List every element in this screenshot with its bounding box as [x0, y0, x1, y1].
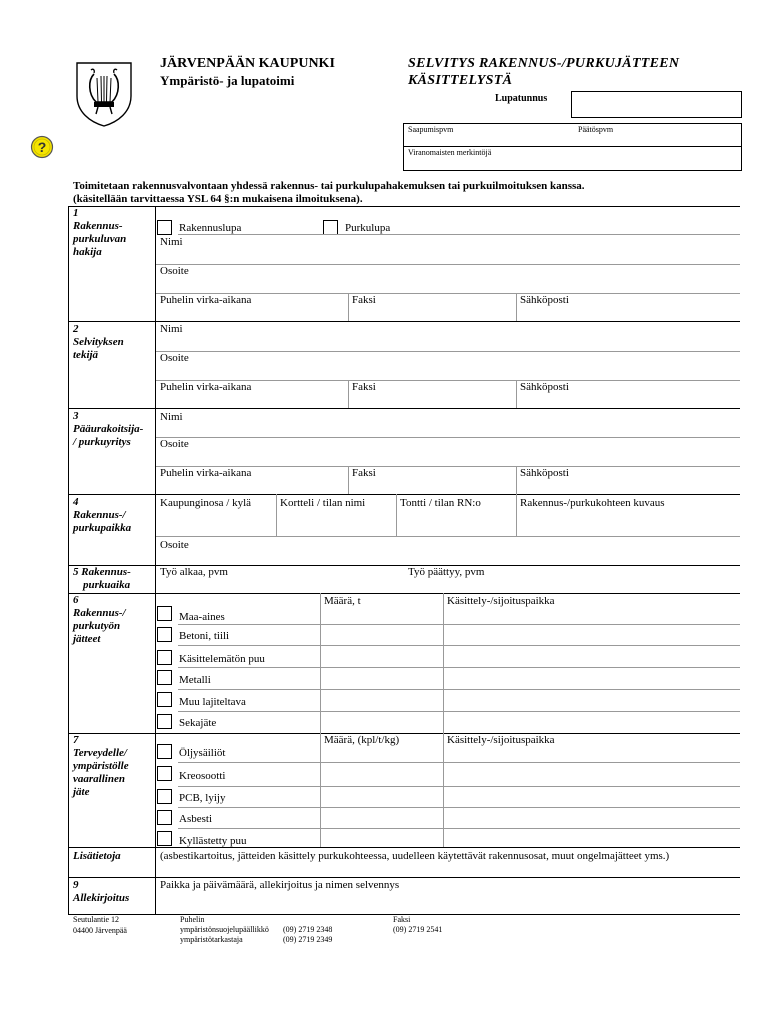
author-fax-field[interactable] [349, 381, 515, 407]
footer-phone2: (09) 2719 2349 [283, 935, 333, 944]
applicant-phone-field[interactable] [156, 294, 347, 320]
contractor-fax-label: Faksi [352, 467, 376, 479]
waste-amount-header: Määrä, t [324, 595, 361, 607]
metal-label: Metalli [179, 674, 211, 686]
applicant-fax-label: Faksi [352, 294, 376, 306]
footer-street: Seutulantie 12 [73, 915, 119, 924]
section-3-label: 3 Pääurakoitsija- / purkuyritys [73, 410, 144, 448]
demolition-permit-checkbox[interactable] [323, 220, 338, 235]
authority-box [403, 123, 742, 171]
section-5-label: 5 Rakennus- purkuaika [73, 566, 131, 591]
district-label: Kaupunginosa / kylä [160, 497, 252, 509]
authority-notes-label: Viranomaisten merkintöjä [408, 148, 492, 157]
pcb-lead-checkbox[interactable] [157, 789, 172, 804]
plot-label: Tontti / tilan RN:o [400, 497, 481, 509]
footer-postal: 04400 Järvenpää [73, 926, 127, 935]
applicant-address-label: Osoite [160, 265, 189, 277]
section-6-label: 6 Rakennus-/ purkutyön jätteet [73, 594, 126, 645]
site-address-label: Osoite [160, 539, 189, 551]
block-field[interactable] [277, 495, 395, 535]
work-end-field[interactable] [405, 566, 740, 592]
form-title-line2: KÄSITTELYSTÄ [408, 73, 513, 88]
permit-id-label: Lupatunnus [495, 93, 548, 104]
hazardous-place-header: Käsittely-/sijoituspaikka [447, 734, 555, 746]
author-name-label: Nimi [160, 323, 183, 335]
author-name-field[interactable] [156, 322, 740, 350]
district-field[interactable] [156, 495, 275, 535]
site-description-label: Rakennus-/purkukohteen kuvaus [520, 497, 665, 509]
applicant-name-field[interactable] [156, 235, 740, 263]
dept-name: Ympäristö- ja lupatoimi [160, 73, 295, 88]
applicant-name-label: Nimi [160, 236, 183, 248]
applicant-email-field[interactable] [517, 294, 740, 320]
applicant-email-label: Sähköposti [520, 294, 569, 306]
contractor-name-field[interactable] [156, 409, 740, 436]
permit-id-field[interactable] [571, 91, 742, 118]
footer-fax: (09) 2719 2541 [393, 925, 443, 934]
oil-tanks-checkbox[interactable] [157, 744, 172, 759]
creosote-label: Kreosootti [179, 770, 226, 782]
soil-checkbox[interactable] [157, 606, 172, 621]
other-sortable-label: Muu lajiteltava [179, 696, 246, 708]
contractor-email-field[interactable] [517, 467, 740, 493]
applicant-address-field[interactable] [156, 265, 740, 292]
waste-place-header: Käsittely-/sijoituspaikka [447, 595, 555, 607]
footer-phone1: (09) 2719 2348 [283, 925, 333, 934]
author-address-field[interactable] [156, 352, 740, 379]
work-start-field[interactable] [156, 566, 404, 592]
asbestos-checkbox[interactable] [157, 810, 172, 825]
section-9-label: 9 Allekirjoitus [73, 879, 130, 904]
building-permit-checkbox[interactable] [157, 220, 172, 235]
impregnated-wood-checkbox[interactable] [157, 831, 172, 846]
author-phone-label: Puhelin virka-aikana [160, 381, 252, 393]
untreated-wood-label: Käsittelemätön puu [179, 653, 265, 665]
contractor-fax-field[interactable] [349, 467, 515, 493]
section-4-label: 4 Rakennus-/ purkupaikka [73, 496, 132, 534]
author-email-label: Sähköposti [520, 381, 569, 393]
untreated-wood-checkbox[interactable] [157, 650, 172, 665]
contractor-email-label: Sähköposti [520, 467, 569, 479]
form-title-line1: SELVITYS RAKENNUS-/PURKUJÄTTEEN [408, 56, 680, 71]
demolition-permit-label: Purkulupa [345, 222, 391, 234]
author-phone-field[interactable] [156, 381, 347, 407]
section-7-label: 7 Terveydelle/ ympäristölle vaarallinen jäte [73, 734, 129, 798]
work-end-label: Työ päättyy, pvm [408, 566, 485, 578]
contractor-address-field[interactable] [156, 438, 740, 465]
extra-info-field[interactable] [156, 848, 740, 876]
hazardous-amount-header: Määrä, (kpl/t/kg) [324, 734, 400, 746]
concrete-label: Betoni, tiili [179, 630, 230, 642]
signature-field[interactable] [156, 878, 740, 913]
other-sortable-checkbox[interactable] [157, 692, 172, 707]
mixed-waste-label: Sekajäte [179, 717, 217, 729]
applicant-phone-label: Puhelin virka-aikana [160, 294, 252, 306]
author-address-label: Osoite [160, 352, 189, 364]
soil-label: Maa-aines [179, 611, 225, 623]
section-2-label: 2 Selvityksen tekijä [73, 323, 124, 361]
plot-field[interactable] [397, 495, 515, 535]
author-fax-label: Faksi [352, 381, 376, 393]
arrival-date-label: Saapumispvm [408, 125, 454, 134]
contractor-address-label: Osoite [160, 438, 189, 450]
footer-phone-header: Puhelin [180, 915, 205, 924]
svg-text:?: ? [37, 139, 47, 155]
footer-fax-header: Faksi [393, 915, 411, 924]
contractor-name-label: Nimi [160, 411, 183, 423]
intro-line1: Toimitetaan rakennusvalvontaan yhdessä rakennus- tai purkulupahakemuksen tai purkuilmoituksen kanssa. [73, 180, 585, 192]
applicant-fax-field[interactable] [349, 294, 515, 320]
contractor-phone-field[interactable] [156, 467, 347, 493]
coat-of-arms-logo [74, 60, 134, 128]
footer-role1: ympäristönsuojelupäällikkö [180, 925, 269, 934]
footer-role2: ympäristötarkastaja [180, 935, 243, 944]
site-description-field[interactable] [517, 495, 740, 535]
extra-info-label: Lisätietoja [73, 850, 121, 862]
asbestos-label: Asbesti [179, 813, 212, 825]
site-address-field[interactable] [156, 537, 740, 564]
section-1-label: 1 Rakennus- purkuluvan hakija [73, 207, 127, 258]
impregnated-wood-label: Kyllästetty puu [179, 835, 247, 847]
author-email-field[interactable] [517, 381, 740, 407]
org-name: JÄRVENPÄÄN KAUPUNKI [160, 56, 335, 71]
signature-hint: Paikka ja päivämäärä, allekirjoitus ja nimen selvennys [160, 879, 400, 891]
creosote-checkbox[interactable] [157, 766, 172, 781]
extra-info-hint: (asbestikartoitus, jätteiden käsittely purkukohteessa, uudelleen käytettävät rakennusosat, muut ongelmajätteet yms.) [160, 850, 670, 862]
concrete-checkbox[interactable] [157, 627, 172, 642]
contractor-phone-label: Puhelin virka-aikana [160, 467, 252, 479]
help-icon[interactable] [30, 135, 54, 159]
building-permit-label: Rakennuslupa [179, 222, 242, 234]
metal-checkbox[interactable] [157, 670, 172, 685]
work-start-label: Työ alkaa, pvm [160, 566, 228, 578]
pcb-lead-label: PCB, lyijy [179, 792, 226, 804]
mixed-waste-checkbox[interactable] [157, 714, 172, 729]
intro-line2: (käsitellään tarvittaessa YSL 64 §:n mukaisena ilmoituksena). [73, 193, 363, 205]
oil-tanks-label: Öljysäiliöt [179, 747, 226, 759]
block-label: Kortteli / tilan nimi [280, 497, 366, 509]
decision-date-label: Päätöspvm [578, 125, 614, 134]
